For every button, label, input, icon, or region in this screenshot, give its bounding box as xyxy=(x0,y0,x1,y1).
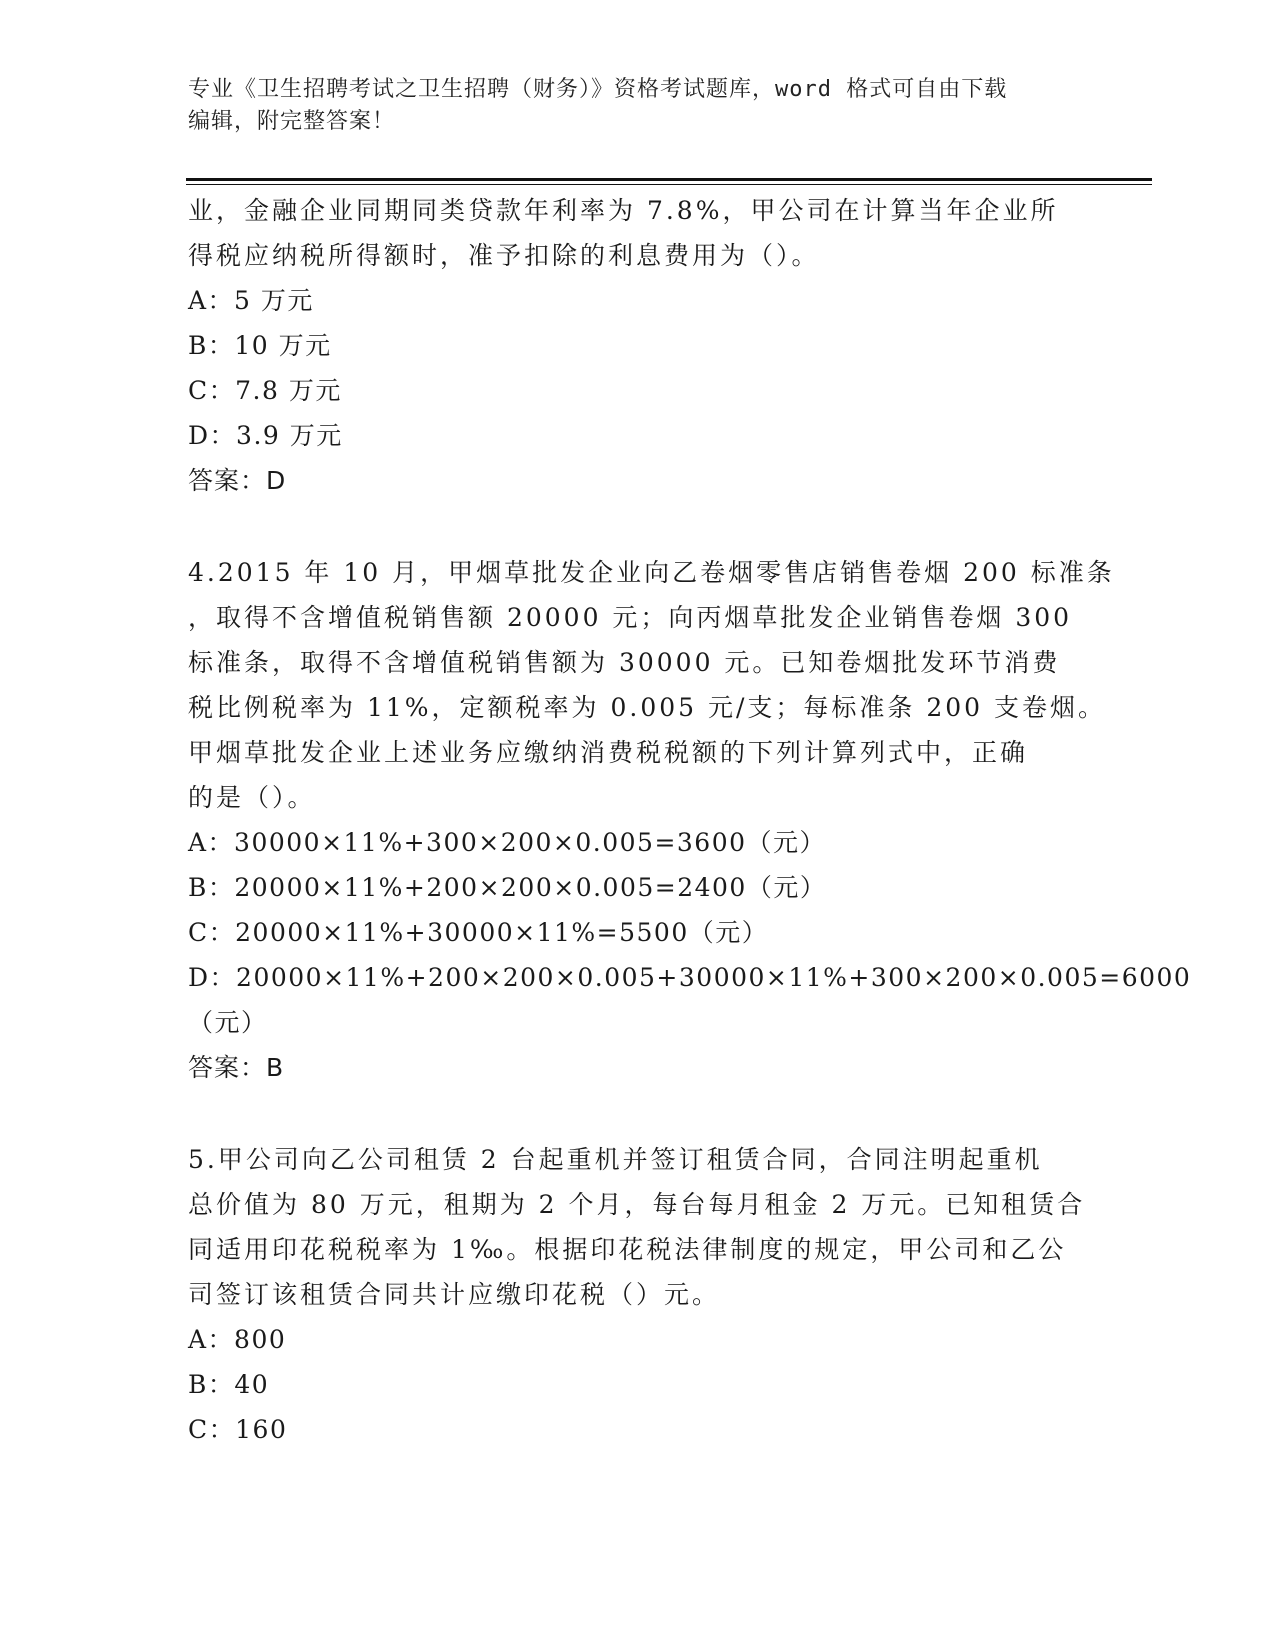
option-d-continued: （元） xyxy=(188,1008,268,1037)
question-stem-line: 同适用印花税税率为 1‰。根据印花税法律制度的规定，甲公司和乙公 xyxy=(188,1235,1067,1264)
question-5 xyxy=(188,1137,1088,1452)
header-divider-thick xyxy=(186,178,1152,181)
question-stem-line: 司签订该租赁合同共计应缴印花税（）元。 xyxy=(188,1280,721,1309)
option-d: D：20000×11%+200×200×0.005+30000×11%+300×200×0.005=6000 xyxy=(188,963,1192,992)
question-spacer xyxy=(188,1090,1088,1137)
question-spacer xyxy=(188,503,1088,550)
option-c: C：160 xyxy=(188,1415,288,1444)
option-a: A：800 xyxy=(188,1325,287,1354)
option-a: A：5 万元 xyxy=(188,286,314,315)
answer-label: 答案：B xyxy=(188,1053,285,1082)
question-stem-line: 业，金融企业同期同类贷款年利率为 7.8%，甲公司在计算当年企业所 xyxy=(188,196,1059,225)
header-line-1: 专业《卫生招聘考试之卫生招聘（财务）》资格考试题库，word 格式可自由下载 xyxy=(188,77,1008,102)
question-stem-line: 标准条，取得不含增值税销售额为 30000 元。已知卷烟批发环节消费 xyxy=(188,648,1061,677)
option-b: B：10 万元 xyxy=(188,331,332,360)
option-d: D：3.9 万元 xyxy=(188,421,343,450)
question-stem-line: 税比例税率为 11%，定额税率为 0.005 元/支；每标准条 200 支卷烟。 xyxy=(188,693,1107,722)
option-b: B：20000×11%+200×200×0.005=2400（元） xyxy=(188,873,827,902)
question-stem-line: 总价值为 80 万元，租期为 2 个月，每台每月租金 2 万元。已知租赁合 xyxy=(188,1190,1086,1219)
option-b: B：40 xyxy=(188,1370,270,1399)
document-header xyxy=(188,74,1088,138)
option-c: C：20000×11%+30000×11%=5500（元） xyxy=(188,918,769,947)
question-4 xyxy=(188,550,1192,1090)
question-stem-line: 甲烟草批发企业上述业务应缴纳消费税税额的下列计算列式中，正确 xyxy=(188,738,1029,767)
header-divider-thin xyxy=(186,184,1152,185)
document-body xyxy=(188,188,1192,1452)
question-stem-line: 4.2015 年 10 月，甲烟草批发企业向乙卷烟零售店销售卷烟 200 标准条 xyxy=(188,558,1115,587)
question-stem-line: ，取得不含增值税销售额 20000 元；向丙烟草批发企业销售卷烟 300 xyxy=(188,603,1073,632)
question-stem-line: 的是（）。 xyxy=(188,783,316,812)
option-a: A：30000×11%+300×200×0.005=3600（元） xyxy=(188,828,827,857)
option-c: C：7.8 万元 xyxy=(188,376,342,405)
question-3 xyxy=(188,188,1088,503)
question-stem-line: 得税应纳税所得额时，准予扣除的利息费用为（）。 xyxy=(188,241,820,270)
answer-label: 答案：D xyxy=(188,466,287,495)
header-line-2: 编辑，附完整答案！ xyxy=(188,109,396,134)
question-stem-line: 5.甲公司向乙公司租赁 2 台起重机并签订租赁合同，合同注明起重机 xyxy=(188,1145,1043,1174)
